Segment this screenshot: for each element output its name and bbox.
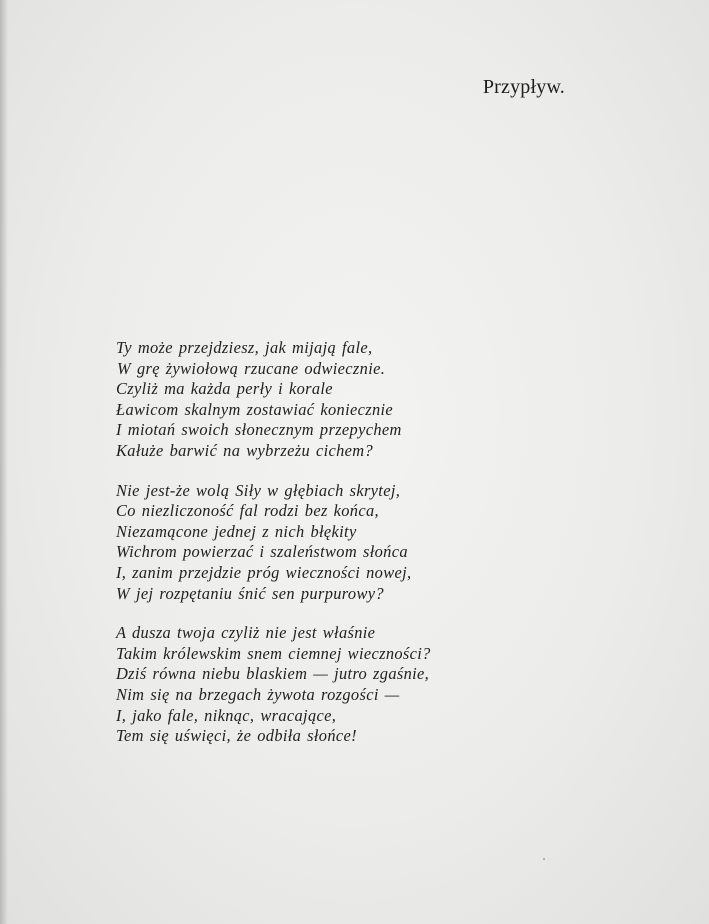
poem-line: Dziś równa niebu blaskiem — jutro zgaśnie,	[116, 664, 430, 684]
stanza-1	[116, 338, 496, 462]
poem-line: Kałuże barwić na wybrzeżu cichem?	[116, 440, 374, 460]
poem-line: I, jako fale, niknąc, wracające,	[116, 705, 337, 725]
poem-line: I, zanim przejdzie próg wieczności nowej,	[116, 562, 412, 582]
poem-line: I miotań swoich słonecznym przepychem	[116, 420, 402, 440]
stanza-3	[116, 623, 496, 747]
page-edge-shadow	[0, 0, 8, 924]
poem-line: Ławicom skalnym zostawiać koniecznie	[116, 399, 394, 419]
poem-line: Niezamącone jednej z nich błękity	[116, 521, 357, 541]
poem-line: Wichrom powierzać i szaleństwom słońca	[116, 542, 408, 562]
poem-line: Nie jest-że wolą Siły w głębiach skrytej,	[116, 480, 401, 500]
poem-line: Ty może przejdziesz, jak mijają fale,	[116, 338, 373, 357]
page-speck	[543, 858, 545, 860]
poem-line: Co niezliczoność fal rodzi bez końca,	[116, 501, 379, 521]
poem-line: Tem się uświęci, że odbiła słońce!	[116, 726, 357, 746]
poem-line: A dusza twoja czyliż nie jest właśnie	[116, 623, 376, 643]
stanza-2	[116, 481, 496, 605]
poem-line: Nim się na brzegach żywota rozgości —	[116, 684, 400, 704]
poem-line: W grę żywiołową rzucane odwiecznie.	[117, 358, 386, 378]
poem-line: Czyliż ma każda perły i korale	[116, 379, 333, 399]
poem-title: Przypływ.	[482, 76, 565, 98]
poem-line: Takim królewskim snem ciemnej wieczności?	[116, 643, 431, 663]
poem-body	[116, 338, 496, 766]
poem-line: W jej rozpętaniu śnić sen purpurowy?	[116, 583, 384, 603]
